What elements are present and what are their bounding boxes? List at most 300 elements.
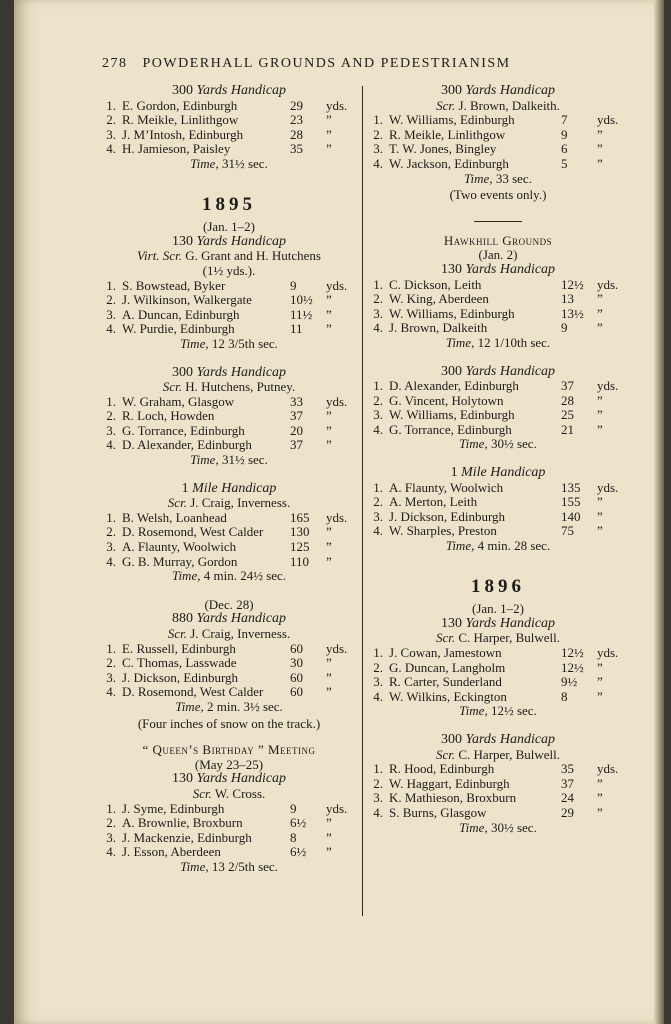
- event-type: Yards Handicap: [465, 261, 556, 277]
- runner: D. Rosemond, West Calder: [122, 684, 264, 700]
- time-line: [369, 172, 627, 187]
- time-label: Time,: [445, 334, 475, 350]
- runner: G. Vincent, Holytown: [389, 392, 504, 408]
- time-value: 30½ sec.: [490, 819, 537, 835]
- runner: W. Haggart, Edinburgh: [389, 775, 510, 791]
- place: 3.: [373, 790, 383, 806]
- scratch-label: Scr.: [435, 746, 456, 762]
- unit: ”: [326, 141, 332, 157]
- scratch-line: [102, 249, 356, 264]
- result-row: [369, 379, 627, 394]
- result-row: [369, 128, 627, 143]
- runner: C. Dickson, Leith: [389, 276, 482, 292]
- handicap: 8: [290, 829, 297, 845]
- handicap: 12½: [561, 659, 584, 675]
- runner: A. Flaunty, Woolwich: [122, 539, 237, 555]
- scratch-label: Scr.: [162, 379, 182, 395]
- scratch-name: J. Craig, Inverness.: [190, 626, 291, 641]
- event-title: [102, 612, 356, 627]
- place: 4.: [106, 437, 116, 453]
- time-label: Time,: [171, 568, 201, 584]
- result-row: [102, 845, 356, 860]
- runner: R. Hood, Edinburgh: [389, 761, 495, 777]
- time-label: Time,: [459, 703, 488, 719]
- meeting-title: Hawkhill Grounds: [443, 232, 553, 248]
- scratch-label: Virt. Scr.: [137, 248, 182, 264]
- handicap: 13: [561, 291, 574, 307]
- scratch-line: [102, 627, 356, 642]
- unit: yds.: [326, 277, 348, 293]
- event-distance: 300: [440, 363, 462, 379]
- time-label: Time,: [190, 155, 219, 171]
- result-row: [369, 307, 627, 322]
- handicap: 60: [290, 640, 303, 656]
- handicap: 155: [561, 494, 581, 510]
- result-row: [369, 762, 627, 777]
- handicap: 25: [561, 407, 574, 423]
- year-heading: 1896: [471, 575, 525, 597]
- unit: ”: [597, 407, 603, 423]
- unit: ”: [326, 112, 332, 128]
- handicap: 6: [561, 141, 568, 157]
- runner: G. Torrance, Edinburgh: [389, 421, 512, 437]
- place: 3.: [373, 674, 383, 690]
- scratch-name: H. Hutchens, Putney.: [185, 379, 296, 395]
- result-row: [102, 671, 356, 686]
- result-row: [102, 555, 356, 570]
- unit: ”: [597, 421, 603, 437]
- place: 1.: [373, 479, 383, 495]
- handicap: 21: [561, 421, 574, 437]
- time-value: 12 3/5th sec.: [211, 335, 278, 351]
- event-title: [369, 84, 627, 99]
- event-type: Yards Handicap: [196, 771, 287, 787]
- column-divider: [362, 86, 363, 916]
- event-distance: 130: [171, 233, 193, 249]
- event-type: Mile Handicap: [461, 465, 546, 481]
- year-heading: 1895: [202, 193, 256, 215]
- time-line: [102, 453, 356, 468]
- scratch-name: C. Harper, Bulwell.: [458, 746, 561, 762]
- unit: ”: [326, 524, 332, 540]
- event-title: [369, 263, 627, 278]
- handicap: 29: [290, 97, 303, 113]
- time-line: [102, 860, 356, 875]
- result-row: [102, 525, 356, 540]
- place: 3.: [373, 141, 383, 157]
- handicap: 11½: [290, 306, 313, 322]
- place: 3.: [106, 669, 116, 685]
- unit: ”: [326, 321, 332, 337]
- result-row: [369, 278, 627, 293]
- result-row: [369, 661, 627, 676]
- result-row: [369, 157, 627, 172]
- unit: ”: [597, 305, 603, 321]
- runner: R. Meikle, Linlithgow: [389, 126, 506, 142]
- scratch-line: [102, 496, 356, 511]
- result-row: [102, 409, 356, 424]
- meeting-date: (Jan. 1–2): [472, 601, 524, 617]
- unit: ”: [597, 126, 603, 142]
- place: 3.: [106, 126, 116, 142]
- result-row: [369, 690, 627, 705]
- event-type: Yards Handicap: [465, 83, 556, 98]
- place: 2.: [106, 815, 116, 831]
- page-number: 278: [102, 56, 128, 71]
- event-type: Yards Handicap: [465, 615, 556, 631]
- event-distance: 300: [440, 731, 462, 747]
- scratch-name: C. Harper, Bulwell.: [458, 630, 561, 646]
- time-value: 31½ sec.: [221, 155, 268, 171]
- time-line: [102, 157, 356, 172]
- spacer: [102, 586, 356, 598]
- unit: yds.: [326, 800, 348, 816]
- result-row: [102, 424, 356, 439]
- unit: ”: [326, 292, 332, 308]
- runner: W. Sharples, Preston: [389, 523, 497, 539]
- event-type: Yards Handicap: [196, 233, 287, 249]
- handicap: 33: [290, 393, 303, 409]
- runner: J. Esson, Aberdeen: [122, 844, 221, 860]
- unit: ”: [597, 291, 603, 307]
- result-row: [102, 642, 356, 657]
- time-value: 2 min. 3½ sec.: [206, 698, 283, 714]
- unit: ”: [597, 523, 603, 539]
- handicap: 6½: [290, 815, 307, 831]
- scratch-line: [369, 631, 627, 646]
- event-note: (Two events only.): [449, 187, 547, 203]
- result-row: [102, 831, 356, 846]
- event-distance: 1: [450, 465, 458, 481]
- place: 4.: [373, 320, 383, 336]
- runner: A. Brownlie, Broxburn: [122, 815, 243, 831]
- event-title: [102, 84, 356, 99]
- runner: C. Thomas, Lasswade: [122, 655, 237, 671]
- handicap: 140: [561, 508, 581, 524]
- place: 4.: [106, 684, 116, 700]
- handicap: 24: [561, 790, 574, 806]
- place: 2.: [373, 291, 383, 307]
- event-type: Mile Handicap: [192, 480, 277, 496]
- handicap: 60: [290, 684, 303, 700]
- place: 1.: [106, 509, 116, 525]
- runner: W. Wilkins, Eckington: [389, 688, 507, 704]
- place: 1.: [373, 761, 383, 777]
- scratch-line: [369, 99, 627, 114]
- handicap: 9: [290, 277, 297, 293]
- runner: A. Flaunty, Woolwich: [389, 479, 504, 495]
- event-title: [369, 466, 627, 481]
- handicap: 9: [561, 320, 568, 336]
- runner: G. B. Murray, Gordon: [122, 553, 238, 569]
- runner: W. King, Aberdeen: [389, 291, 489, 307]
- handicap: 10½: [290, 292, 313, 308]
- event-type: Yards Handicap: [465, 731, 556, 747]
- unit: yds.: [326, 393, 348, 409]
- handicap: 6½: [290, 844, 307, 860]
- book-page: [14, 0, 664, 1024]
- result-row: [102, 308, 356, 323]
- unit: yds.: [326, 509, 348, 525]
- handicap: 37: [561, 775, 574, 791]
- unit: yds.: [597, 761, 619, 777]
- runner: H. Jamieson, Paisley: [122, 141, 231, 157]
- event-distance: 130: [171, 771, 193, 787]
- scratch-name: J. Brown, Dalkeith.: [458, 97, 560, 113]
- place: 2.: [373, 126, 383, 142]
- unit: ”: [597, 804, 603, 820]
- runner: S. Burns, Glasgow: [389, 804, 487, 820]
- place: 4.: [373, 688, 383, 704]
- result-row: [369, 510, 627, 525]
- result-row: [102, 113, 356, 128]
- place: 2.: [106, 408, 116, 424]
- event-title: [102, 235, 356, 250]
- result-row: [369, 408, 627, 423]
- runner: D. Alexander, Edinburgh: [389, 378, 519, 394]
- unit: yds.: [326, 97, 348, 113]
- place: 1.: [106, 393, 116, 409]
- handicap: 12½: [561, 645, 584, 660]
- place: 4.: [373, 523, 383, 539]
- place: 1.: [373, 276, 383, 292]
- time-label: Time,: [464, 170, 493, 186]
- time-value: 4 min. 28 sec.: [477, 538, 551, 554]
- event-title: [369, 365, 627, 380]
- event-distance: 1: [181, 480, 189, 496]
- place: 4.: [373, 804, 383, 820]
- place: 4.: [373, 421, 383, 437]
- runner: A. Merton, Leith: [389, 494, 478, 510]
- time-value: 33 sec.: [495, 170, 532, 186]
- runner: J. Dickson, Edinburgh: [122, 669, 239, 685]
- running-head-title: POWDERHALL GROUNDS AND PEDESTRIANISM: [142, 56, 511, 71]
- scratch-label: Scr.: [167, 495, 187, 511]
- handicap: 28: [290, 126, 303, 142]
- handicap: 37: [290, 408, 303, 424]
- spacer: [369, 556, 627, 568]
- runner: D. Alexander, Edinburgh: [122, 437, 252, 453]
- unit: ”: [597, 659, 603, 675]
- scratch-label: Scr.: [435, 630, 456, 646]
- handicap: 7: [561, 112, 568, 128]
- runner: R. Meikle, Linlithgow: [122, 112, 239, 128]
- event-type: Yards Handicap: [196, 364, 287, 380]
- unit: ”: [326, 408, 332, 424]
- unit: ”: [326, 553, 332, 569]
- meeting-date: (May 23–25): [194, 756, 264, 772]
- time-line: [102, 700, 356, 715]
- event-title: [102, 772, 356, 787]
- meeting-date: (Dec. 28): [204, 596, 254, 612]
- result-row: [369, 481, 627, 496]
- event-distance: 300: [171, 83, 193, 98]
- place: 2.: [106, 292, 116, 308]
- time-label: Time,: [180, 858, 209, 874]
- unit: ”: [326, 669, 332, 685]
- runner: G. Torrance, Edinburgh: [122, 422, 245, 438]
- section-rule: [474, 221, 522, 222]
- event-type: Yards Handicap: [196, 83, 287, 98]
- handicap: 9½: [561, 674, 578, 690]
- scratch-label: Scr.: [167, 626, 187, 641]
- unit: ”: [597, 155, 603, 171]
- runner: J. Syme, Edinburgh: [122, 800, 225, 816]
- scratch-name: W. Cross.: [214, 785, 266, 801]
- meeting-date: (Jan. 1–2): [203, 219, 255, 235]
- runner: J. M’Intosh, Edinburgh: [122, 126, 244, 142]
- place: 2.: [106, 524, 116, 540]
- handicap: 35: [290, 141, 303, 157]
- scratch-label: Scr.: [192, 785, 212, 801]
- unit: ”: [597, 320, 603, 336]
- place: 1.: [373, 112, 383, 128]
- event-title: [102, 366, 356, 381]
- result-row: [102, 128, 356, 143]
- runner: J. Wilkinson, Walkergate: [122, 292, 252, 308]
- result-row: [369, 394, 627, 409]
- time-value: 13 2/5th sec.: [211, 858, 278, 874]
- spacer: [102, 174, 356, 186]
- scratch-label: Scr.: [436, 97, 456, 113]
- time-label: Time,: [459, 819, 488, 835]
- handicap: 110: [290, 553, 310, 569]
- unit: yds.: [597, 378, 619, 394]
- unit: ”: [597, 494, 603, 510]
- result-row: [369, 777, 627, 792]
- unit: yds.: [597, 645, 619, 660]
- handicap: 37: [290, 437, 303, 453]
- result-row: [102, 322, 356, 337]
- runner: W. Jackson, Edinburgh: [389, 155, 509, 171]
- unit: ”: [326, 684, 332, 700]
- event-distance: 130: [440, 261, 462, 277]
- result-row: [102, 511, 356, 526]
- place: 4.: [106, 553, 116, 569]
- unit: ”: [597, 775, 603, 791]
- place: 1.: [106, 800, 116, 816]
- running-header: [102, 56, 582, 72]
- place: 3.: [373, 305, 383, 321]
- place: 3.: [373, 508, 383, 524]
- unit: ”: [597, 392, 603, 408]
- unit: ”: [326, 539, 332, 555]
- place: 3.: [106, 306, 116, 322]
- unit: ”: [326, 655, 332, 671]
- result-row: [369, 646, 627, 661]
- place: 3.: [106, 539, 116, 555]
- result-row: [102, 142, 356, 157]
- unit: ”: [326, 815, 332, 831]
- handicap: 28: [561, 392, 574, 408]
- handicap: 23: [290, 112, 303, 128]
- result-row: [369, 524, 627, 539]
- unit: ”: [326, 829, 332, 845]
- unit: yds.: [597, 276, 619, 292]
- handicap: 35: [561, 761, 574, 777]
- result-row: [102, 816, 356, 831]
- unit: ”: [597, 508, 603, 524]
- place: 2.: [373, 494, 383, 510]
- result-row: [102, 438, 356, 453]
- runner: R. Carter, Sunderland: [389, 674, 502, 690]
- runner: J. Cowan, Jamestown: [389, 645, 502, 660]
- handicap: 5: [561, 155, 568, 171]
- unit: ”: [597, 790, 603, 806]
- spacer: [369, 837, 627, 849]
- place: 1.: [106, 97, 116, 113]
- handicap: 8: [561, 688, 568, 704]
- event-distance: 880: [171, 611, 193, 627]
- spacer: [102, 877, 356, 889]
- result-row: [102, 802, 356, 817]
- result-row: [102, 656, 356, 671]
- time-label: Time,: [445, 538, 475, 554]
- runner: W. Williams, Edinburgh: [389, 112, 515, 128]
- event-type: Yards Handicap: [465, 363, 556, 379]
- meeting-title: “ Queen’s Birthday ” Meeting: [142, 742, 316, 758]
- time-label: Time,: [175, 698, 204, 714]
- scratch-name: J. Craig, Inverness.: [190, 495, 291, 511]
- handicap: 60: [290, 669, 303, 685]
- result-row: [369, 113, 627, 128]
- result-row: [369, 791, 627, 806]
- place: 3.: [106, 829, 116, 845]
- place: 1.: [106, 640, 116, 656]
- handicap: 135: [561, 479, 581, 495]
- event-title: [369, 733, 627, 748]
- place: 3.: [106, 422, 116, 438]
- runner: W. Williams, Edinburgh: [389, 305, 515, 321]
- handicap: 165: [290, 509, 310, 525]
- unit: ”: [597, 688, 603, 704]
- place: 2.: [106, 112, 116, 128]
- unit: ”: [326, 126, 332, 142]
- spacer: [369, 203, 627, 215]
- result-row: [102, 395, 356, 410]
- runner: W. Williams, Edinburgh: [389, 407, 515, 423]
- runner: B. Welsh, Loanhead: [122, 509, 227, 525]
- time-line: [369, 704, 627, 719]
- place: 1.: [106, 277, 116, 293]
- result-row: [102, 293, 356, 308]
- time-line: [102, 337, 356, 352]
- unit: yds.: [597, 479, 619, 495]
- unit: ”: [597, 141, 603, 157]
- time-label: Time,: [180, 335, 209, 351]
- page-spine-shadow: [654, 0, 664, 1024]
- unit: ”: [326, 437, 332, 453]
- unit: ”: [326, 844, 332, 860]
- result-row: [369, 142, 627, 157]
- handicap: 12½: [561, 276, 584, 292]
- handicap: 29: [561, 804, 574, 820]
- place: 2.: [373, 775, 383, 791]
- time-line: [369, 437, 627, 452]
- time-value: 30½ sec.: [490, 436, 537, 452]
- result-row: [102, 685, 356, 700]
- runner: D. Rosemond, West Calder: [122, 524, 264, 540]
- scratch-line: [369, 748, 627, 763]
- handicap: 11: [290, 321, 303, 337]
- time-label: Time,: [190, 452, 219, 468]
- handicap: 9: [561, 126, 568, 142]
- runner: S. Bowstead, Byker: [122, 277, 226, 293]
- runner: J. Brown, Dalkeith: [389, 320, 488, 336]
- handicap: 125: [290, 539, 310, 555]
- event-distance: 130: [440, 615, 462, 631]
- event-distance: 300: [440, 83, 462, 98]
